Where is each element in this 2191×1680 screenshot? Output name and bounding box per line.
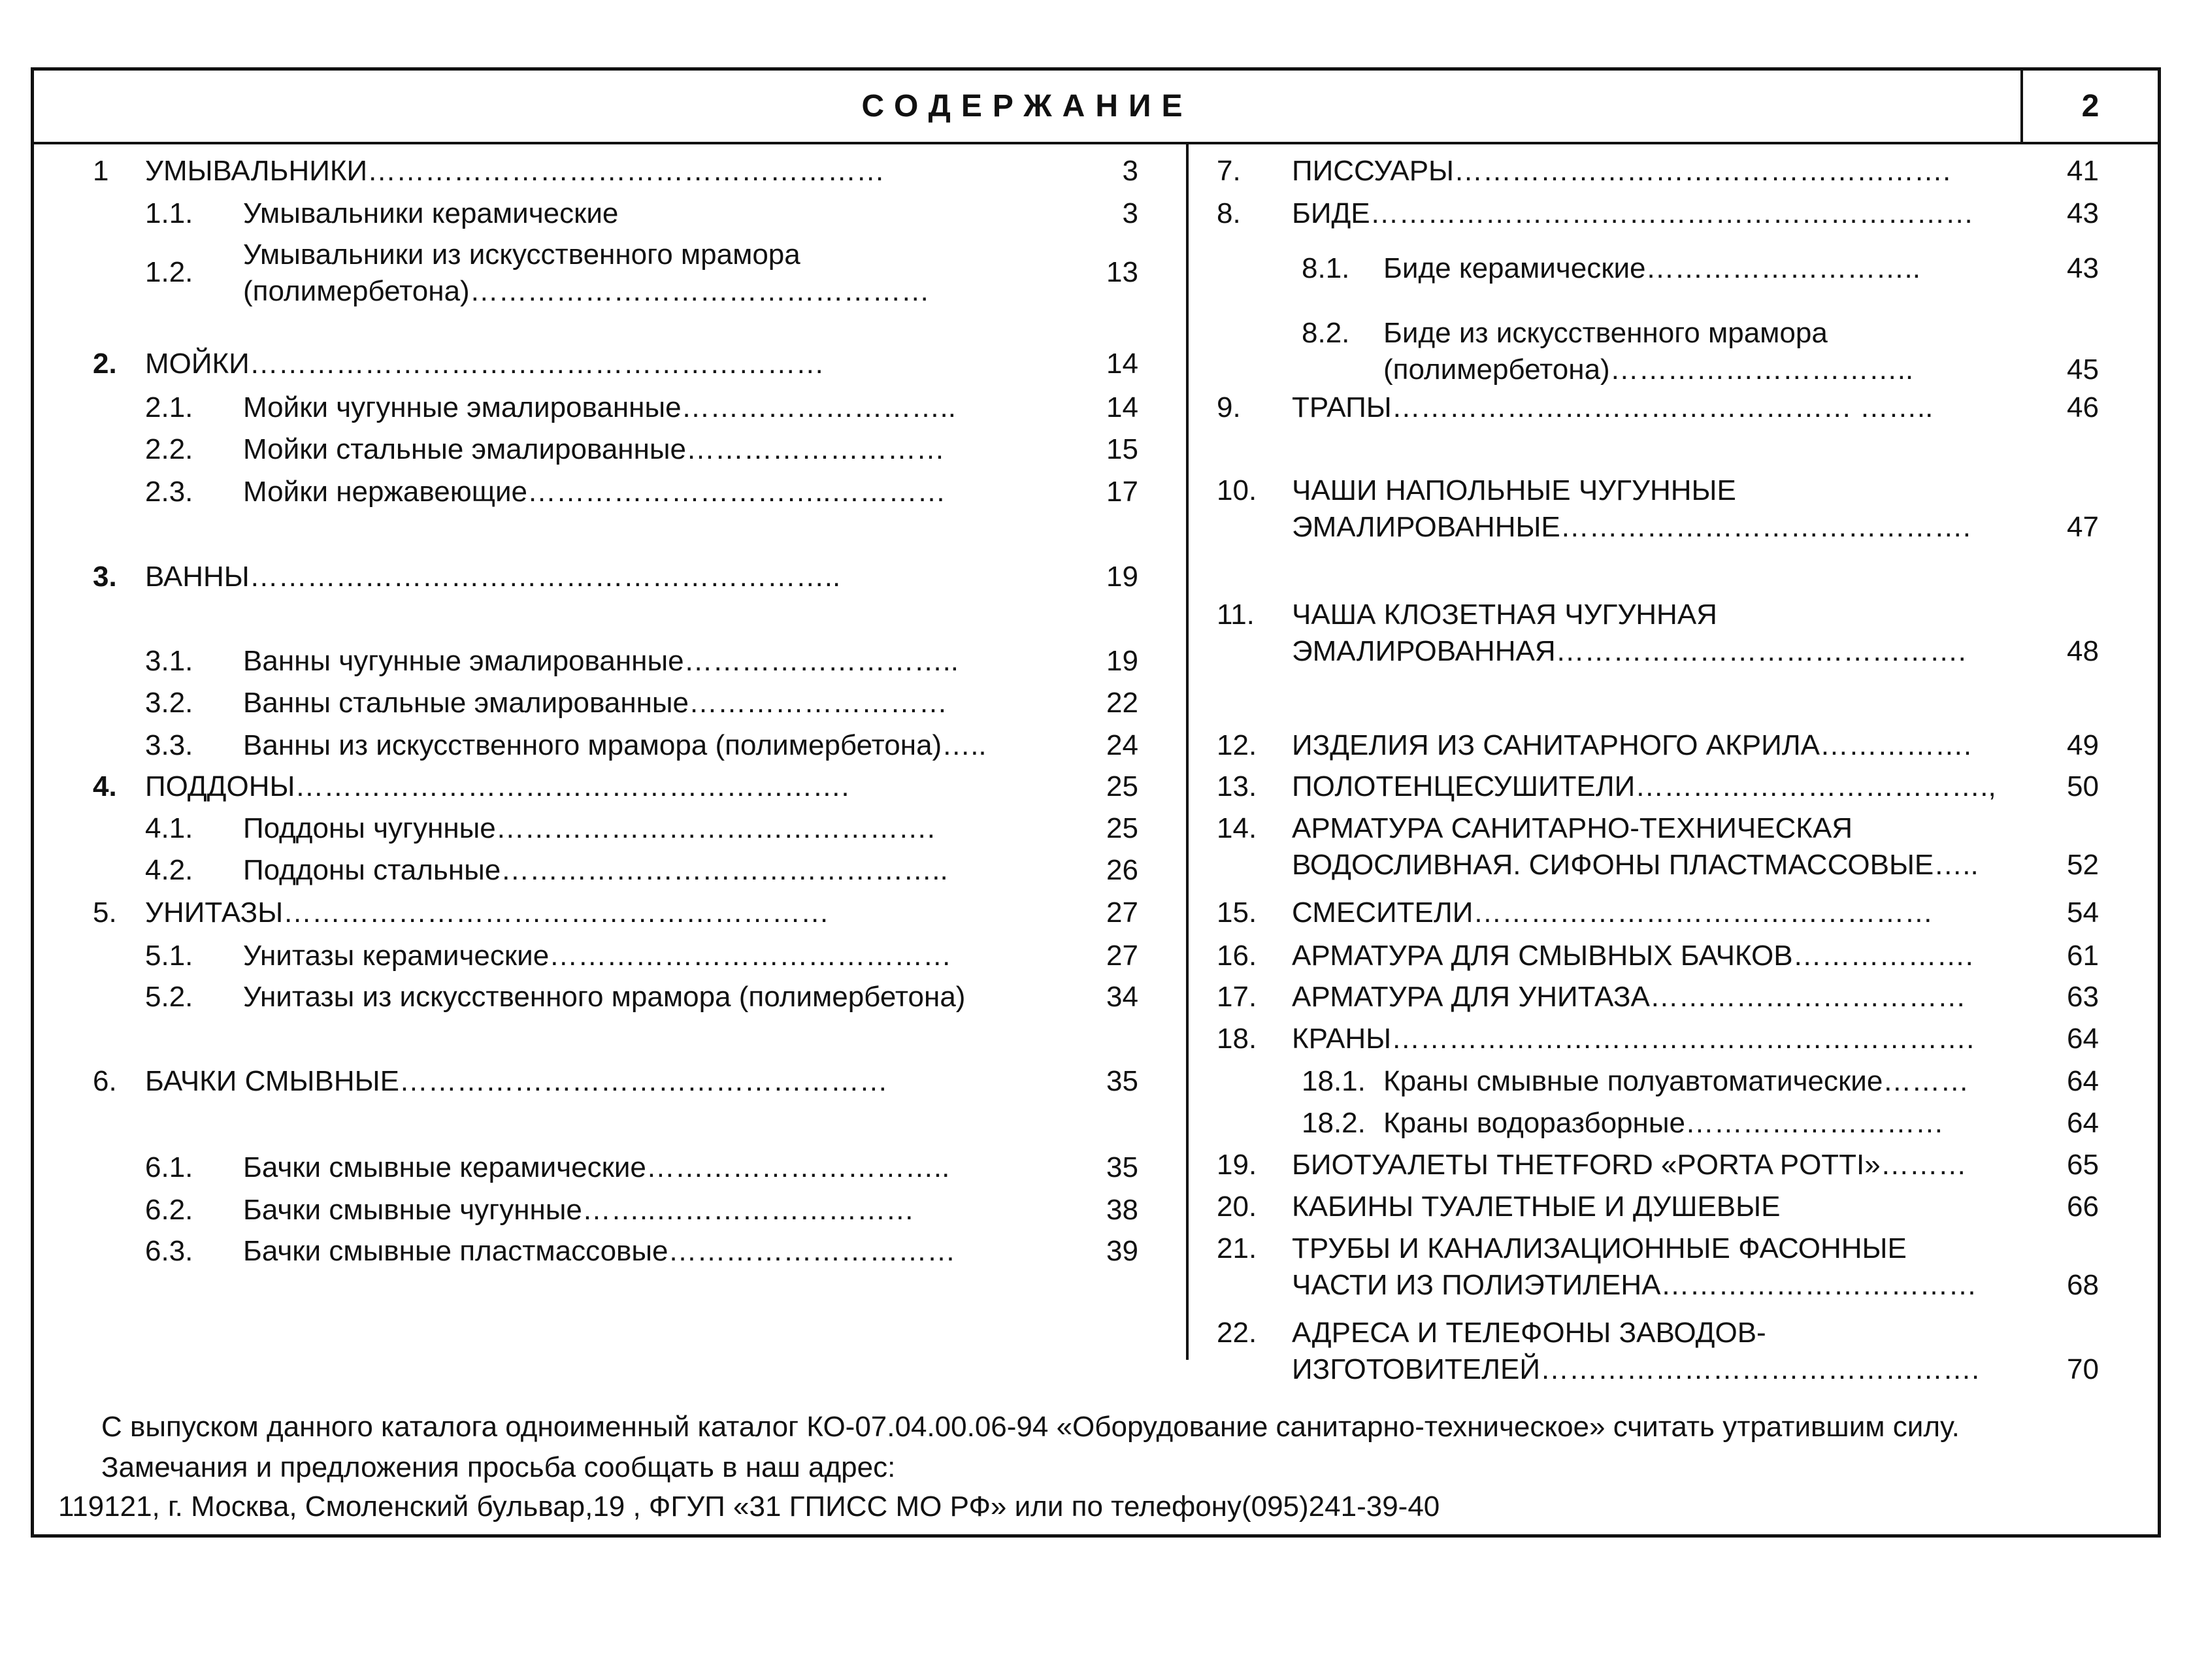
toc-page: 63 [2067,981,2099,1013]
toc-title-continued[interactable]: ЭМАЛИРОВАННАЯ……………………………………. [1292,635,1966,667]
toc-page: 25 [1106,770,1138,802]
toc-number: 1 [93,155,109,187]
toc-title[interactable]: Биде из искусственного мрамора [1383,317,1828,349]
toc-number: 6.1. [145,1151,193,1183]
toc-number: 5. [93,897,117,929]
toc-number: 20. [1217,1191,1257,1223]
toc-page: 14 [1106,348,1138,380]
toc-page: 3 [1122,155,1138,187]
toc-page: 45 [2067,354,2099,386]
toc-page: 27 [1106,940,1138,972]
toc-number: 6.2. [145,1194,193,1226]
toc-page: 35 [1106,1151,1138,1183]
page-number: 2 [2020,71,2158,142]
toc-number: 17. [1217,981,1257,1013]
toc-title[interactable]: АДРЕСА И ТЕЛЕФОНЫ ЗАВОДОВ- [1292,1317,1766,1349]
toc-number: 18.2. [1302,1107,1366,1139]
toc-page: 70 [2067,1353,2099,1385]
toc-title[interactable]: БАЧКИ СМЫВНЫЕ…………………………………………… [145,1065,888,1097]
toc-number: 1.1. [145,197,193,229]
toc-page: 64 [2067,1023,2099,1055]
toc-number: 4.1. [145,812,193,844]
toc-title[interactable]: Краны смывные полуавтоматические……… [1383,1065,1969,1097]
toc-page: 38 [1106,1194,1138,1226]
toc-page: 43 [2067,252,2099,284]
toc-page: 26 [1106,854,1138,886]
toc-title[interactable]: ЧАШИ НАПОЛЬНЫЕ ЧУГУННЫЕ [1292,474,1736,506]
toc-page: 13 [1106,256,1138,288]
toc-page: 19 [1106,561,1138,593]
footer-address: 119121, г. Москва, Смоленский бульвар,19 , ФГУП «31 ГПИСС МО РФ» или по телефону(095)241-39-40 [58,1491,1440,1523]
toc-page: 39 [1106,1235,1138,1267]
toc-page: 68 [2067,1269,2099,1301]
toc-title[interactable]: Мойки нержавеющие…………………………..………… [243,476,946,508]
toc-page: 64 [2067,1107,2099,1139]
catalog-contents-frame [31,67,2161,1538]
toc-number: 15. [1217,897,1257,929]
toc-title[interactable]: ПОЛОТЕНЦЕСУШИТЕЛИ………………………………., [1292,770,1996,802]
toc-title[interactable]: ИЗДЕЛИЯ ИЗ САНИТАРНОГО АКРИЛА……………. [1292,729,1972,761]
toc-page: 66 [2067,1191,2099,1223]
toc-title[interactable]: Поддоны стальные……………………………………….. [243,854,948,886]
toc-number: 7. [1217,155,1241,187]
toc-number: 11. [1217,599,1255,631]
toc-number: 13. [1217,770,1257,802]
toc-title[interactable]: АРМАТУРА ДЛЯ СМЫВНЫХ БАЧКОВ………………. [1292,940,1973,972]
column-divider [1186,144,1189,1360]
toc-page: 64 [2067,1065,2099,1097]
toc-number: 2.2. [145,433,193,465]
toc-title[interactable]: Умывальники керамические [243,197,619,229]
toc-number: 8.2. [1302,317,1350,349]
footer-note-1: С выпуском данного каталога одноименный каталог КО-07.04.00.06-94 «Оборудование санитарно-техническое» считать утратившим силу. [101,1411,1960,1443]
toc-title[interactable]: ПИССУАРЫ……………………………………………. [1292,155,1951,187]
toc-number: 18.1. [1302,1065,1366,1097]
toc-title[interactable]: БИДЕ……………………………………………………… [1292,197,1974,229]
toc-page: 50 [2067,770,2099,802]
toc-title-continued[interactable]: ИЗГОТОВИТЕЛЕЙ………………………………………. [1292,1353,1980,1385]
toc-page: 52 [2067,849,2099,881]
footer-note-2: Замечания и предложения просьба сообщать в наш адрес: [101,1451,896,1483]
toc-title[interactable]: Мойки чугунные эмалированные……………………….. [243,391,956,423]
toc-title[interactable]: Бачки смывные керамические………………………….. [243,1151,950,1183]
toc-page: 15 [1106,433,1138,465]
toc-title[interactable]: Ванны стальные эмалированные……………………… [243,687,948,719]
toc-title[interactable]: УМЫВАЛЬНИКИ……………………………………………… [145,155,885,187]
toc-number: 2. [93,348,117,380]
toc-title[interactable]: Унитазы керамические…………………………………… [243,940,952,972]
toc-title-continued[interactable]: ЭМАЛИРОВАННЫЕ……………………………………. [1292,511,1971,543]
toc-page: 27 [1106,897,1138,929]
toc-number: 9. [1217,391,1241,423]
toc-title[interactable]: Ванны из искусственного мрамора (полимербетона)….. [243,729,987,761]
toc-page: 25 [1106,812,1138,844]
toc-title[interactable]: Унитазы из искусственного мрамора (полимербетона) [243,981,966,1013]
toc-title[interactable]: БИОТУАЛЕТЫ THETFORD «PORTA POTTI»……… [1292,1149,1967,1181]
toc-number: 8. [1217,197,1241,229]
toc-page: 34 [1106,981,1138,1013]
toc-page: 17 [1106,476,1138,508]
toc-number: 8.1. [1302,252,1350,284]
toc-title[interactable]: ЧАША КЛОЗЕТНАЯ ЧУГУННАЯ [1292,599,1717,631]
toc-number: 3. [93,561,117,593]
toc-number: 5.2. [145,981,193,1013]
toc-number: 22. [1217,1317,1257,1349]
toc-title[interactable]: УНИТАЗЫ………………………………………………… [145,897,830,929]
toc-title[interactable]: Ванны чугунные эмалированные……………………….. [243,645,959,677]
toc-number: 6.3. [145,1235,193,1267]
toc-page: 3 [1122,197,1138,229]
toc-title[interactable]: Умывальники из искусственного мрамора [243,239,800,271]
toc-title[interactable]: ТРУБЫ И КАНАЛИЗАЦИОННЫЕ ФАСОННЫЕ [1292,1232,1907,1264]
toc-number: 2.3. [145,476,193,508]
toc-title[interactable]: МОЙКИ…………………………………………………… [145,348,825,380]
toc-number: 4.2. [145,854,193,886]
toc-number: 14. [1217,812,1257,844]
toc-number: 3.2. [145,687,193,719]
toc-page: 49 [2067,729,2099,761]
toc-number: 3.3. [145,729,193,761]
toc-title[interactable]: Краны водоразборные……………………… [1383,1107,1944,1139]
toc-page: 65 [2067,1149,2099,1181]
toc-page: 48 [2067,635,2099,667]
toc-page: 47 [2067,511,2099,543]
toc-title[interactable]: Мойки стальные эмалированные……………………… [243,433,946,465]
toc-number: 21. [1217,1232,1257,1264]
toc-title-continued[interactable]: (полимербетона)………………………….. [1383,354,1914,386]
toc-title[interactable]: ПОДДОНЫ…………………………………………………. [145,770,849,802]
toc-title[interactable]: ВАННЫ…………………………………………………….. [145,561,841,593]
toc-number: 2.1. [145,391,193,423]
toc-number: 19. [1217,1149,1257,1181]
toc-title[interactable]: Бачки смывные пластмассовые………………………… [243,1235,956,1267]
header [34,71,2158,144]
toc-title[interactable]: КРАНЫ……………………………………………………. [1292,1023,1975,1055]
toc-page: 24 [1106,729,1138,761]
toc-page: 61 [2067,940,2099,972]
toc-title[interactable]: АРМАТУРА САНИТАРНО-ТЕХНИЧЕСКАЯ [1292,812,1853,844]
toc-number: 1.2. [145,256,193,288]
toc-title-continued[interactable]: ЧАСТИ ИЗ ПОЛИЭТИЛЕНА…………………………… [1292,1269,1977,1301]
toc-number: 4. [93,770,117,802]
toc-number: 12. [1217,729,1257,761]
toc-title[interactable]: Биде керамические……………………….. [1383,252,1920,284]
toc-page: 41 [2067,155,2099,187]
toc-title[interactable]: Бачки смывные чугунные……..……………………… [243,1194,915,1226]
toc-page: 54 [2067,897,2099,929]
toc-number: 5.1. [145,940,193,972]
toc-page: 14 [1106,391,1138,423]
toc-title[interactable]: АРМАТУРА ДЛЯ УНИТАЗА…………………………… [1292,981,1966,1013]
toc-number: 10. [1217,474,1257,506]
toc-title[interactable]: СМЕСИТЕЛИ………………………………………… [1292,897,1934,929]
toc-page: 19 [1106,645,1138,677]
toc-title[interactable]: Поддоны чугунные………………………………………. [243,812,935,844]
toc-title-continued[interactable]: ВОДОСЛИВНАЯ. СИФОНЫ ПЛАСТМАССОВЫЕ….. [1292,849,1979,881]
toc-number: 3.1. [145,645,193,677]
toc-number: 16. [1217,940,1257,972]
page-title: СОДЕРЖАНИЕ [861,89,1193,124]
toc-title-continued[interactable]: (полимербетона)………………………………………… [243,275,930,307]
toc-number: 6. [93,1065,117,1097]
toc-page: 35 [1106,1065,1138,1097]
toc-page: 43 [2067,197,2099,229]
toc-page: 46 [2067,391,2099,423]
toc-title[interactable]: КАБИНЫ ТУАЛЕТНЫЕ И ДУШЕВЫЕ [1292,1191,1781,1223]
toc-page: 22 [1106,687,1138,719]
toc-number: 18. [1217,1023,1257,1055]
toc-title[interactable]: ТРАПЫ………………………………………… …….. [1292,391,1934,423]
